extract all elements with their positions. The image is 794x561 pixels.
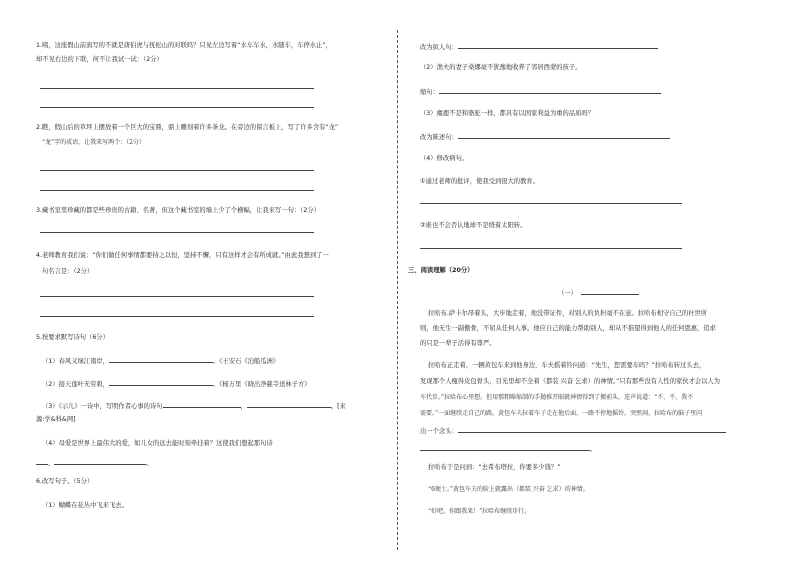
- shorten-label: [420, 87, 661, 97]
- p3-text: 拉哈布于是问到：“去希布塔拉，你要多少钱？”: [428, 464, 561, 471]
- p2-line-e: [420, 426, 726, 436]
- r7-text: ①通过老师的批评，使我受到很大的教育。: [420, 178, 539, 185]
- q5-item3-source: 源:学&科&网]: [36, 416, 76, 423]
- q2-line1: 2.瞧，假山后的草坪上摆放着一个巨大的宝鼎，鼎上雕刻着许多条龙。在旁边的留言板上，写了许多含有“龙”: [36, 124, 339, 131]
- q3-line1: 3.藏书室里珍藏的都是些珍贵的古籍、名著，但这个藏书室的墙上少了个横幅，让我来写一句：（2分）: [36, 207, 320, 214]
- r6-text: （4）修改病句。: [420, 155, 469, 162]
- q4-answer-line-1[interactable]: [40, 296, 314, 297]
- q6-title: 6.改写句子。（5分）: [36, 478, 94, 485]
- r8-answer-line[interactable]: [420, 248, 682, 249]
- q5-item1: [42, 356, 279, 366]
- r4-text: （3）麋鹿不是和骆驼一样，都具有以国家利益为重的品质吗？: [420, 110, 595, 117]
- q5-item1-prefix: （1）春风又绿江南岸，: [42, 358, 109, 365]
- r2-text: （2）渔夫的妻子桑娜毫不犹豫地收养了邻居西蒙的孩子。: [420, 64, 582, 71]
- q5-item1-blank[interactable]: [109, 356, 213, 363]
- p2-tail: 。: [420, 444, 596, 454]
- q5-item1-suffix: 。《王安石《泊船瓜洲》: [212, 358, 280, 365]
- p2-line-a: 拉哈布正走着，一辆黄包车来到他身边，车夫摇着铃问道：“先生，您需要车吗？”拉哈布转过头去，: [428, 362, 706, 369]
- q1-answer-line-1[interactable]: [40, 88, 314, 89]
- q5-item3-blank-2[interactable]: [247, 401, 331, 408]
- q2-answer-line-1[interactable]: [40, 170, 314, 171]
- q4-line2: 句名言是：（2分）: [42, 268, 94, 275]
- rewrite-personification-label: [420, 42, 658, 52]
- r1-text: 改为拟人句：: [420, 44, 458, 51]
- q4-line1: 4.老师教育我们说：“你们做任何事情都要持之以恒，坚持不懈，只有这样才会有所成就。”由此我想到了一: [36, 252, 329, 259]
- q5-item4-line2: ， 。: [36, 458, 153, 468]
- p1-line-a: 拉哈布.萨卡尔昂着头，大步地走着，他没带证件，对别人的负担毫不在意。拉哈布相守自己的社世所: [428, 310, 708, 317]
- r1-blank[interactable]: [458, 42, 658, 49]
- q5-item3-blank-1[interactable]: [163, 401, 241, 408]
- q2-line2: “龙”字的成语，让我来写两个：（2分）: [42, 139, 145, 146]
- p2-blank[interactable]: [458, 426, 726, 433]
- passage-title: [558, 288, 639, 298]
- p2-line-d: 需要。”一面继续走自己的路。黄包车夫拉着车子走在他后面，一路不停地摇铃。突然间，拉哈布的脑子里闪: [420, 410, 703, 417]
- q3-answer-line[interactable]: [40, 232, 314, 233]
- r5-text: 改为陈述句：: [420, 134, 458, 141]
- q5-item3-end: 。[来: [330, 403, 346, 410]
- p2-line-c: 车代步。”拉哈布心里想。但用那粗略缩制的手抛推开眼就神情得到了搬前头，连声说道：“不，不，我不: [420, 394, 694, 401]
- r3-text: 缩句：: [420, 89, 439, 96]
- r8-text: ②谁也不会否认地球不是绕着太阳转。: [420, 222, 527, 229]
- r3-blank[interactable]: [439, 87, 661, 94]
- q5-item4-end: 。: [146, 460, 153, 467]
- q5-item4-line1: （4）母爱是世界上最伟大的爱，如儿女的远去能时刻牵挂着？这使我们想起那句诗: [42, 440, 273, 447]
- q2-answer-line-2[interactable]: [40, 190, 314, 191]
- q5-item2: [42, 379, 311, 389]
- declarative-label: [420, 132, 670, 142]
- q1-line1: 1.咦，这座假山前面写的不就是唐伯虎与抚松山的对联吗？只见左边写着“水车车水，水随车，车停水止”，: [36, 42, 332, 49]
- q1-line2: 却不见右边的下联，何不让我试一试：（2分）: [36, 56, 163, 63]
- column-divider: [397, 30, 398, 550]
- q5-item4-blank-1[interactable]: [36, 458, 48, 465]
- r7-answer-line[interactable]: [420, 203, 682, 204]
- passage-title-blank[interactable]: [581, 288, 639, 295]
- passage-number: （一）: [558, 290, 577, 297]
- q5-item3: （3）《示儿》一诗中，写明作者心事的诗句 ， 。[来: [42, 403, 346, 410]
- q6-item1: （1）蝴蝶在花丛中飞来飞去。: [42, 502, 128, 509]
- q5-item2-blank[interactable]: [109, 379, 213, 386]
- p2-tail-blank[interactable]: [420, 444, 590, 451]
- q5-title: 5.按要求默写诗句（6分）: [36, 334, 109, 341]
- p5-text: “好吧，你跟我来！”拉哈布继续步行。: [428, 508, 531, 515]
- p1-line-b: 则，他无生一副傲骨，不屈从任何人事。他应自己的能力帮助别人，却从不指望得到他人的任何恩惠，追求: [420, 325, 716, 332]
- q1-answer-line-2[interactable]: [40, 107, 314, 108]
- q5-item3-text: （3）《示儿》一诗中，写明作者心事的诗句: [42, 403, 163, 410]
- p1-line-c: 的只是一辈子活得有尊严。: [420, 340, 496, 347]
- q5-item2-prefix: （2）接天莲叶无穷碧，: [42, 381, 109, 388]
- p2-line-e-prefix: 出一个念头：: [420, 428, 458, 435]
- p4-text: “6便士。”黄包车夫的脸上就露出（都装 兴奋 乞求）的神情。: [428, 486, 589, 493]
- r5-blank[interactable]: [458, 132, 670, 139]
- section3-heading: 三、阅读理解（20分）: [408, 267, 474, 274]
- q5-item4-blank-2[interactable]: [54, 458, 146, 465]
- q4-answer-line-2[interactable]: [40, 316, 314, 317]
- p2-line-b: 发现那个人瘦得皮包骨头，目光里却不全着（都装 兴奋 乞求）的神情。”只有那些没有人性的家伙才会以人为: [420, 378, 721, 385]
- q5-item2-suffix: 。《杨万里《晓出净慈寺送林子方》: [212, 381, 311, 388]
